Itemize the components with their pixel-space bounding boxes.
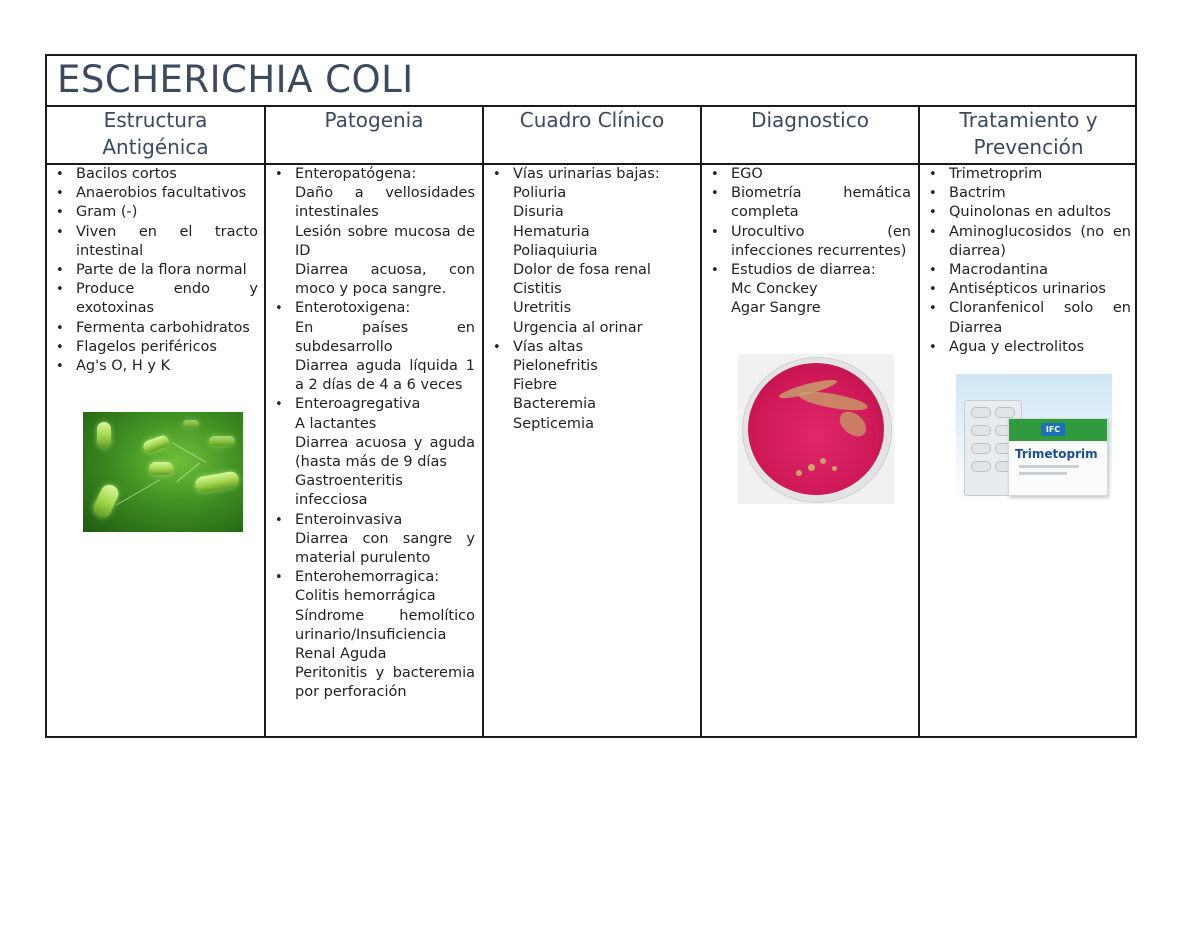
list-item: • Trimetroprim [923,165,1131,184]
column-estructura [50,165,258,736]
list-item: • Enterotoxigena: [269,299,475,318]
header-tratamiento-line1: Tratamiento y [959,108,1098,132]
header-tratamiento-line2: Prevención [973,135,1084,159]
agar-petri-dish-image [738,354,894,504]
tratamiento-list [923,165,1131,357]
list-item: • Enteroinvasiva [269,511,475,530]
estructura-list [50,165,258,376]
list-item: Septicemia [513,415,594,432]
header-cuadro-label: Cuadro Clínico [519,108,665,132]
header-estructura-line1: Estructura [103,108,208,132]
list-item: • Ag's O, H y K [50,357,258,376]
list-item: Lesión sobre mucosa de ID [295,223,475,259]
header-estructura [47,105,264,163]
list-item: • Estudios de diarrea: [705,261,911,280]
list-item: • Aminoglucosidos (no en diarrea) [923,223,1131,261]
list-item: • Enterohemorragica: [269,568,475,587]
cuadro-list [487,165,693,434]
patogenia-list [269,165,475,703]
list-item: En países en subdesarrollo [295,319,475,355]
list-item: • Bacilos cortos [50,165,258,184]
header-row [47,105,1135,165]
list-item: • Produce endo y exotoxinas [50,280,258,318]
list-item: • EGO [705,165,911,184]
list-item: Disuria [513,204,564,221]
list-item: • Agua y electrolitos [923,338,1131,357]
list-item: Diarrea acuosa y aguda (hasta más de 9 días [295,434,475,471]
column-tratamiento [923,165,1131,736]
column-divider [482,105,484,736]
e-coli-table [45,54,1137,738]
list-item: Mc Conckey [731,281,818,298]
list-item: • Bactrim [923,184,1131,203]
list-item: Bacteremia [513,396,597,413]
list-item: Gastroenteritis infecciosa [295,473,403,509]
list-item: • Enteroagregativa [269,395,475,414]
list-item: Diarrea acuosa, con moco y poca sangre. [295,262,475,298]
medicine-box [1008,418,1108,496]
product-name: Trimetoprim [1015,447,1098,461]
list-item: Diarrea aguda líquida 1 a 2 días de 4 a 6 veces [295,358,475,394]
bacteria-image [83,412,243,532]
column-divider [264,105,266,736]
list-item: • Flagelos periféricos [50,338,258,357]
list-item: A lactantes [295,415,377,432]
header-cuadro-clinico [484,105,700,163]
header-patogenia [266,105,482,163]
list-item: Daño a vellosidades intestinales [295,185,475,221]
list-item: Agar Sangre [731,300,821,317]
column-divider [918,105,920,736]
list-item: • Quinolonas en adultos [923,203,1131,222]
list-item: Diarrea con sangre y material purulento [295,530,475,567]
list-item: • Fermenta carbohidratos [50,319,258,338]
list-item: Síndrome hemolítico urinario/Insuficiencia Renal Aguda [295,607,475,663]
list-item: • Antisépticos urinarios [923,280,1131,299]
column-divider [700,105,702,736]
list-item: • Viven en el tracto intestinal [50,223,258,261]
list-item: • Parte de la flora normal [50,261,258,280]
column-diagnostico [705,165,911,736]
column-cuadro-clinico [487,165,693,736]
header-estructura-line2: Antigénica [102,135,209,159]
list-item: Dolor de fosa renal [513,262,651,279]
title-row [47,56,1135,107]
list-item: Poliuria [513,185,567,202]
page-title: ESCHERICHIA COLI [57,58,414,101]
list-item: • Gram (-) [50,203,258,222]
column-patogenia [269,165,475,736]
header-patogenia-label: Patogenia [324,108,424,132]
list-item: Urgencia al orinar [513,319,643,336]
list-item: Hematuria [513,223,590,240]
list-item: Pielonefritis [513,358,598,375]
brand-logo: IFC [1041,423,1065,436]
list-item: Poliaquiuria [513,242,598,259]
list-item: • Vías altas [487,338,693,357]
list-item: • Enteropatógena: [269,165,475,184]
list-item: • Anaerobios facultativos [50,184,258,203]
list-item: • Macrodantina [923,261,1131,280]
list-item: • Biometría hemática completa [705,184,911,222]
list-item: • Vías urinarias bajas: [487,165,693,184]
diagnostico-list [705,165,911,319]
header-tratamiento [920,105,1137,163]
list-item: Fiebre [513,377,558,394]
list-item: • Urocultivo (en infecciones recurrentes) [705,223,911,261]
list-item: Colitis hemorrágica [295,588,436,605]
list-item: Cistitis [513,281,562,298]
header-diagnostico-label: Diagnostico [751,108,869,132]
list-item: Peritonitis y bacteremia por perforación [295,665,475,701]
list-item: • Cloranfenicol solo en Diarrea [923,299,1131,337]
header-diagnostico [702,105,918,163]
list-item: Uretritis [513,300,572,317]
trimetoprim-box-image [956,374,1112,506]
